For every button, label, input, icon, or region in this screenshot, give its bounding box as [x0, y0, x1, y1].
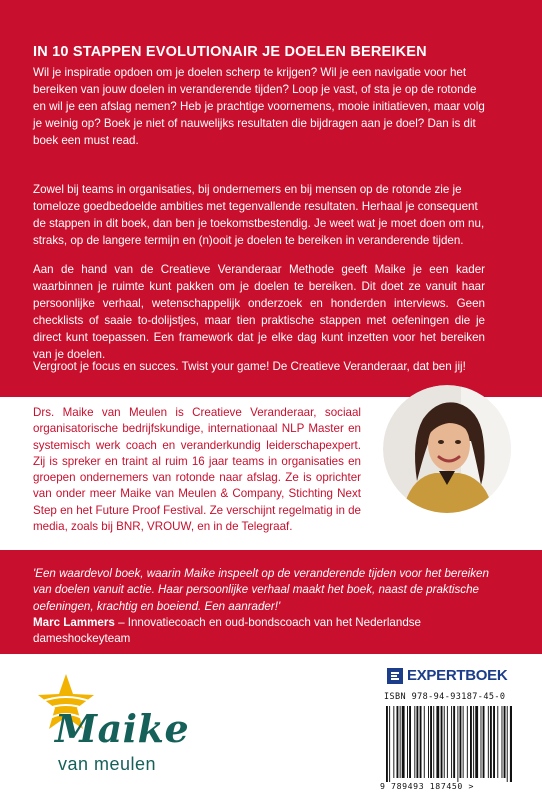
blurb-paragraph-3: Aan de hand van de Creatieve Veranderaar Methode geeft Maike je een kader waarbinnen je ruimte kunt pakken om je doelen te bereiken. Dit doet ze vanuit haar persoonlijke verhaal, wetenschappelijk onderzoek en honderden interviews. Geen checklists of saaie to-dolijstjes, maar tien praktische stappen met oefeningen die je direct kunt toepassen. Een framework dat je elke dag kunt inzetten voor het bereiken van je doelen. [33, 263, 485, 361]
logo-subtitle: van meulen [58, 754, 157, 774]
logo-wordmark: Maike [55, 706, 190, 751]
review-quote: 'Een waardevol boek, waarin Maike inspeelt op de veranderende tijden voor het bereiken van doelen vanuit actie. Haar persoonlijke verhaal maakt het boek, naast de praktische oefeningen, krachtig en boeiend. Een aanrader!' [33, 567, 489, 613]
review-panel [0, 550, 542, 654]
blurb-paragraph-4: Vergroot je focus en succes. Twist your game! De Creatieve Veranderaar, dat ben jij! [33, 360, 466, 373]
blurb-paragraph-2: Zowel bij teams in organisaties, bij ondernemers en bij mensen op de rotonde zie je tomeloze goedbedoelde ambities met tegenvallende resultaten. Herhaal je consequent de stappen in dit boek, dan ben je toekomstbestendig. Je weet wat je moet doen om nu, straks, op de langere termijn en (n)ooit je doelen te bereiken in veranderende tijden. [33, 183, 485, 247]
review-attribution [33, 615, 505, 648]
headline: IN 10 STAPPEN EVOLUTIONAIR JE DOELEN BEREIKEN [33, 44, 427, 60]
blurb-paragraph-1: Wil je inspiratie opdoen om je doelen scherp te krijgen? Wil je een navigatie voor het bereiken van jouw doelen in veranderende tijden? Loop je vast, of sta je op de rotonde en wil je een afslag nemen? Heb je prachtige voornemens, mooie initiatieven, maar volg je weinig op? Boek je niet of nauwelijks resultaten die bijdragen aan je doel? Dan is dit boek een must read. [33, 66, 485, 147]
barcode [384, 706, 512, 782]
review-author: Marc Lammers [33, 616, 115, 629]
isbn-label: ISBN 978-94-93187-45-0 [384, 692, 506, 702]
footer [0, 654, 542, 800]
author-bio: Drs. Maike van Meulen is Creatieve Veranderaar, sociaal organisatorische bedrijfskundige, internationaal NLP Master en systemisch werk coach en veranderkundig leiderschapexpert. Zij is spreker en traint al ruim 16 jaar teams in organisaties en groepen ondernemers van rotonde naar afslag. Ze is oprichter van onder meer Maike van Meulen & Company, Stichting Next Step en het Future Proof Festival. Ze verschijnt regelmatig in de media, zoals bij BNR, VROUW, en in de Telegraaf. [33, 406, 362, 534]
expertboek-logo-icon [385, 666, 405, 686]
review-author-role: – Innovatiecoach en oud-bondscoach van het Nederlandse dameshockeyteam [33, 616, 422, 646]
author-photo [383, 385, 511, 513]
publisher-name: EXPERTBOEK [407, 667, 508, 684]
barcode-digits: 9 789493 187450 > [380, 781, 474, 791]
blurb-panel [0, 0, 542, 397]
